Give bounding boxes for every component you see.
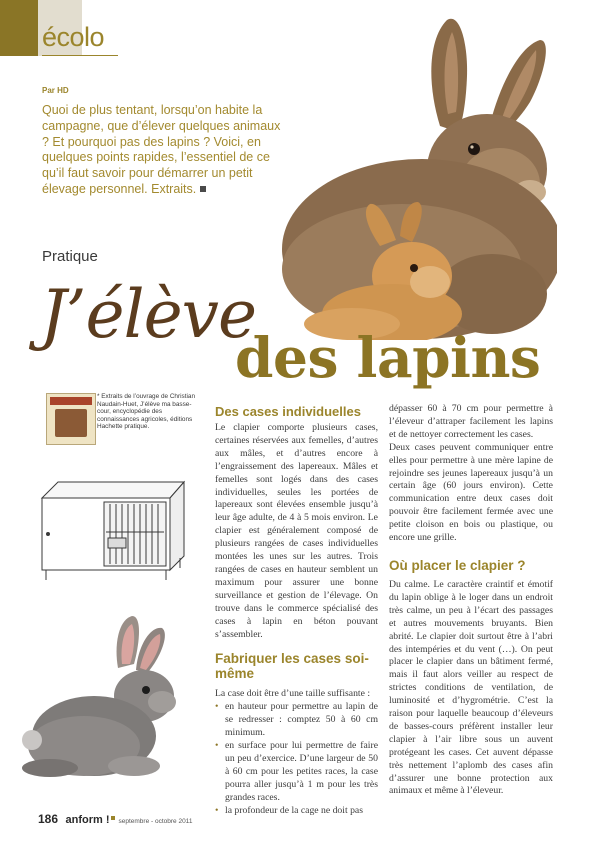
page-footer xyxy=(38,810,192,828)
end-mark-icon xyxy=(200,186,206,192)
issue-date: septembre - octobre 2011 xyxy=(118,818,193,825)
list-item: • en hauteur pour permettre au lapin de se redresser : comptez 50 à 60 cm minimum. xyxy=(215,701,378,740)
hutch-illustration xyxy=(38,470,188,582)
size-requirements-list xyxy=(215,701,378,817)
magazine-name: anform ! xyxy=(65,814,110,826)
intro-text: Quoi de plus tentant, lorsqu’on habite la campagne, que d’élever quelques animaux ? Et pourquoi pas des lapins ? Voici, en quelques points rapides, l’essentiel de ce qu’il faut savoir pour démarrer un petit élevage personnel. Extraits. xyxy=(42,103,281,196)
article-column-1 xyxy=(215,404,378,817)
hero-rabbits-photo xyxy=(262,14,557,340)
book-cover-illustration xyxy=(55,409,87,437)
article-column-2 xyxy=(389,403,553,798)
body-cases-individuelles: Le clapier comporte plusieurs cases, certaines réservées aux femelles, d’autres aux mâles, et d’autres encore à l’engraissement des lapereaux. Mâles et femelles sont logés dans des cases individuelles, seules les portées de lapereaux sont élevées ensemble jusqu’à leur âge adulte, de 4 à 5 mois environ. Le clapier est généralement composé de plusieurs rangées de cases individuelles montées les unes sur les autres. Trois rangées de cases en hauteur semblent un maximum pour assurer une bonne surveillance et gestion de l’élevage. On trouve dans le commerce spécialisé des cases à lapin en béton pouvant s’assembler. xyxy=(215,422,378,640)
grey-rabbit-photo xyxy=(14,606,192,784)
title-line-2: des lapins xyxy=(235,325,541,390)
section-label: écolo xyxy=(42,22,105,52)
intro-paragraph xyxy=(42,103,282,198)
book-caption: * Extraits de l’ouvrage de Christian Naudain-Huet, J’élève ma basse-cour, encyclopédie des connaissances agricoles, éditions Hachette pratique. xyxy=(97,393,196,431)
body-fabriquer-continuation: dépasser 60 à 70 cm pour permettre à l’éleveur d’attraper facilement les lapins et de nettoyer correctement les cases. xyxy=(389,403,553,440)
byline: Par HD xyxy=(42,86,69,95)
heading-cases-individuelles: Des cases individuelles xyxy=(215,404,361,419)
title-line-1: J’élève xyxy=(40,276,257,353)
header-tab-dark xyxy=(0,0,38,56)
list-item: • la profondeur de la cage ne doit pas xyxy=(215,805,378,818)
footer-square-icon xyxy=(111,816,115,820)
heading-placer-clapier: Où placer le clapier ? xyxy=(389,557,526,573)
page-number: 186 xyxy=(38,812,59,826)
kicker: Pratique xyxy=(42,248,98,265)
body-placer-clapier: Du calme. Le caractère craintif et émotif du lapin oblige à le loger dans un endroit très calme, un peu à l’écart des passages et autres mouvements bruyants. Bien abrité. Le clapier doit surtout être à l’abri des intempéries et du vent (…). On peut placer le clapier dans un bâtiment fermé, mais il faut alors veiller au respect de strictes conditions de ventilation, de luminosité et d’hygrométrie. C’est la raison pour laquelle beaucoup d’éleveurs de basses-cours préfèrent installer leur clapier à l’air libre sous un auvent protégeant les cases. Cet auvent dépasse très nettement l’aplomb des cases afin d’assurer une bonne protection aux animaux et même à l’éleveur. xyxy=(389,578,553,797)
list-item: • en surface pour lui permettre de faire un peu d’exercice. D’une largeur de 50 à 60 cm pour les petites races, la case pourra aller jusqu’à 1 m pour les très grandes races. xyxy=(215,740,378,805)
book-cover-title-band xyxy=(50,397,92,405)
header-rule xyxy=(42,55,118,56)
heading-fabriquer-cases: Fabriquer les cases soi-même xyxy=(215,651,369,682)
body-fabriquer-intro: La case doit être d’une taille suffisante : xyxy=(215,688,371,700)
book-cover-image xyxy=(46,393,96,445)
body-fabriquer-communication: Deux cases peuvent communiquer entre elles pour permettre à une mère lapine de rejoindre ses jeunes lapereaux jusqu’à un certain âge (60 jours environ). Cette communication entre deux cases doit pouvoir être facilement fermée avec une petite cloison en bois ou plastique, ou encore une grille. xyxy=(389,441,553,544)
